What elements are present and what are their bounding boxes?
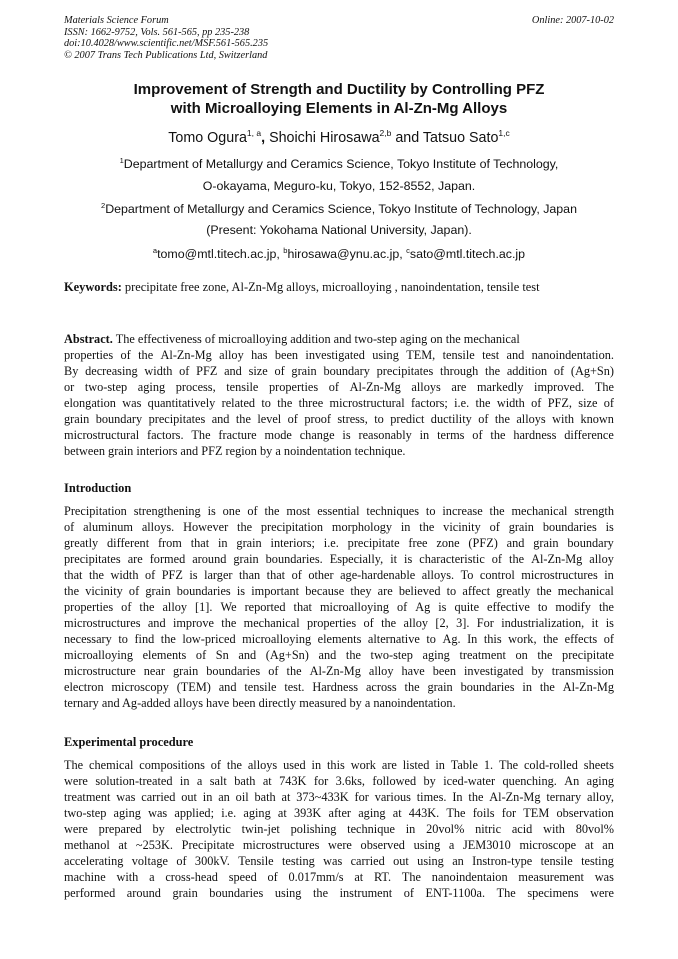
author-2: Shoichi Hirosawa [265, 129, 380, 146]
affiliation-2-line-1 [40, 201, 638, 216]
keywords-label: Keywords: [64, 280, 122, 294]
email-a-sup: a [152, 246, 158, 255]
email-line [40, 246, 638, 261]
abstract-line: elongation was quantitatively related to the three microstructural factors; i.e. the width of PFZ, size of [64, 396, 614, 410]
body-line: properties of the alloy [1]. We reported that microalloying of Ag is quite effective to modify the [64, 600, 614, 614]
email-b-sup: b [283, 246, 288, 255]
body-line: microstructure near grain boundaries of the Al-Zn-Mg alloy have been investigated by transmission [64, 664, 614, 678]
abstract-line: grain boundary precipitates and the level of proof stress, to predict ductility of the alloys with known [64, 412, 614, 426]
affiliation-1-line-2: O-okayama, Meguro-ku, Tokyo, 152-8552, Japan. [202, 179, 476, 193]
body-line: treatment was carried out in an oil bath at 373~433K for various times. In the Al-Zn-Mg ternary alloy, [64, 790, 614, 804]
body-line: electron microscopy (TEM) and tensile test. Hardness across the grain boundaries in the Al-Zn-Mg [64, 680, 614, 694]
introduction-heading: Introduction [64, 481, 132, 495]
author-1: Tomo Ogura [168, 129, 247, 146]
body-line: of aluminum alloys. However the precipitation morphology in the vicinity of grain boundaries is [64, 520, 614, 534]
doi-line[interactable]: doi:10.4028/www.scientific.net/MSF.561-565.235 [64, 38, 269, 50]
affiliation-1-line-1 [40, 156, 638, 171]
author-separator: , [261, 129, 266, 146]
body-line: the vicinity of grain boundaries is important because they are believed to affect greatly the mechanical [64, 584, 614, 598]
author-1-sup: 1, a [246, 128, 262, 138]
abstract-line: or two-step aging process, tensile properties of Al-Zn-Mg alloys are markedly improved. The [64, 380, 614, 394]
body-line: were solution-treated in a salt bath at 743K for 3.6ks, followed by iced-water quenching. An aging [64, 774, 614, 788]
abstract-line: By decreasing width of PFZ and size of grain boundary precipitates through the addition of (Ag+Sn) [64, 364, 614, 378]
paper-title [40, 80, 638, 118]
abstract-block [64, 331, 614, 459]
experimental-heading: Experimental procedure [64, 735, 194, 749]
author-list [40, 128, 638, 146]
affiliation-1-sup: 1 [119, 156, 124, 165]
body-line: ternary and Ag-added alloys have been directly measured by a nanoindentation. [64, 696, 456, 710]
title-line-2: with Microalloying Elements in Al-Zn-Mg Alloys [170, 100, 508, 117]
body-line: precipitates are formed around grain boundaries. Especially, it is characteristic of the Al-Zn-Mg alloy [64, 552, 614, 566]
body-line: necessary to find the low-priced microalloying elements alternative to Ag. In this work, the effects of [64, 632, 614, 646]
body-line: microstructures and improve the mechanical properties of the alloy [2, 3]. For industrialization, it is [64, 616, 614, 630]
journal-name: Materials Science Forum [64, 15, 169, 26]
issn-line: ISSN: 1662-9752, Vols. 561-565, pp 235-238 [64, 26, 250, 38]
body-line: The chemical compositions of the alloys used in this work are listed in Table 1. The cold-rolled sheets [64, 758, 614, 772]
body-line: two-step aging was applied; i.e. aging at 393K after aging at 443K. The foils for TEM observation [64, 806, 614, 820]
keywords-line [64, 280, 540, 295]
affiliation-2-sup: 2 [101, 201, 106, 210]
experimental-body [64, 757, 614, 901]
body-line: greatly different from that in grain interiors; i.e. precipitate free zone (PFZ) and grain boundary [64, 536, 614, 550]
abstract-line: properties of the Al-Zn-Mg alloy has been investigated using TEM, tensile test and nanoindentation. [64, 348, 614, 362]
abstract-line [64, 331, 614, 347]
author-2-sup: 2,b [379, 128, 392, 138]
body-line: methanol at ~253K. Precipitate microstructures were observed using a JEM3010 microscope at an [64, 838, 614, 852]
abstract-label: Abstract. [64, 332, 113, 346]
email-a[interactable]: tomo@mtl.titech.ac.jp, [157, 247, 284, 262]
email-c-sup: c [406, 246, 410, 255]
body-line: microalloying elements of Sn and (Ag+Sn) and the two-step aging treatment on the precipitate [64, 648, 614, 662]
email-b[interactable]: hirosawa@ynu.ac.jp, [287, 247, 407, 262]
copyright-line: © 2007 Trans Tech Publications Ltd, Switzerland [64, 49, 268, 61]
body-line: performed around grain boundaries using the instrument of ENT-1100a. The specimens were [64, 886, 614, 900]
keywords-text: precipitate free zone, Al-Zn-Mg alloys, microalloying , nanoindentation, tensile test [121, 280, 540, 294]
email-c[interactable]: sato@mtl.titech.ac.jp [409, 247, 526, 262]
body-line: that the width of PFZ is larger than that of other age-hardenable alloys. To control microstructures in [64, 568, 614, 582]
author-3: and Tatsuo Sato [391, 129, 499, 146]
author-3-sup: 1,c [498, 128, 510, 138]
affiliation-2-line-2: (Present: Yokohama National University, Japan). [206, 223, 472, 237]
affiliation-1-text: Department of Metallurgy and Ceramics Science, Tokyo Institute of Technology, [123, 157, 559, 172]
introduction-body [64, 503, 614, 711]
abstract-line: between grain interiors and PFZ region by a noindentation technique. [64, 444, 406, 458]
body-line: Precipitation strengthening is one of the most essential techniques to increase the mechanical strength [64, 504, 614, 518]
journal-header [64, 15, 268, 61]
affiliation-2-text: Department of Metallurgy and Ceramics Science, Tokyo Institute of Technology, Japan [105, 202, 577, 217]
online-date: Online: 2007-10-02 [531, 15, 614, 26]
body-line: machine with a cross-head speed of 0.017mm/s at RT. The nanoindentaion measurement was [64, 870, 614, 884]
title-line-1: Improvement of Strength and Ductility by Controlling PFZ [133, 81, 545, 98]
abstract-line: microstructural factors. The fracture mode change is reasonably in terms of the hardness difference [64, 428, 614, 442]
body-line: were prepared by electrolytic twin-jet polishing technique in 20vol% nitric acid with 80vol% [64, 822, 614, 836]
body-line: accelerating voltage of 300kV. Tensile testing was carried out using an Instron-type tensile testing [64, 854, 614, 868]
abstract-line-text: The effectiveness of microalloying addition and two-step aging on the mechanical [112, 332, 520, 346]
